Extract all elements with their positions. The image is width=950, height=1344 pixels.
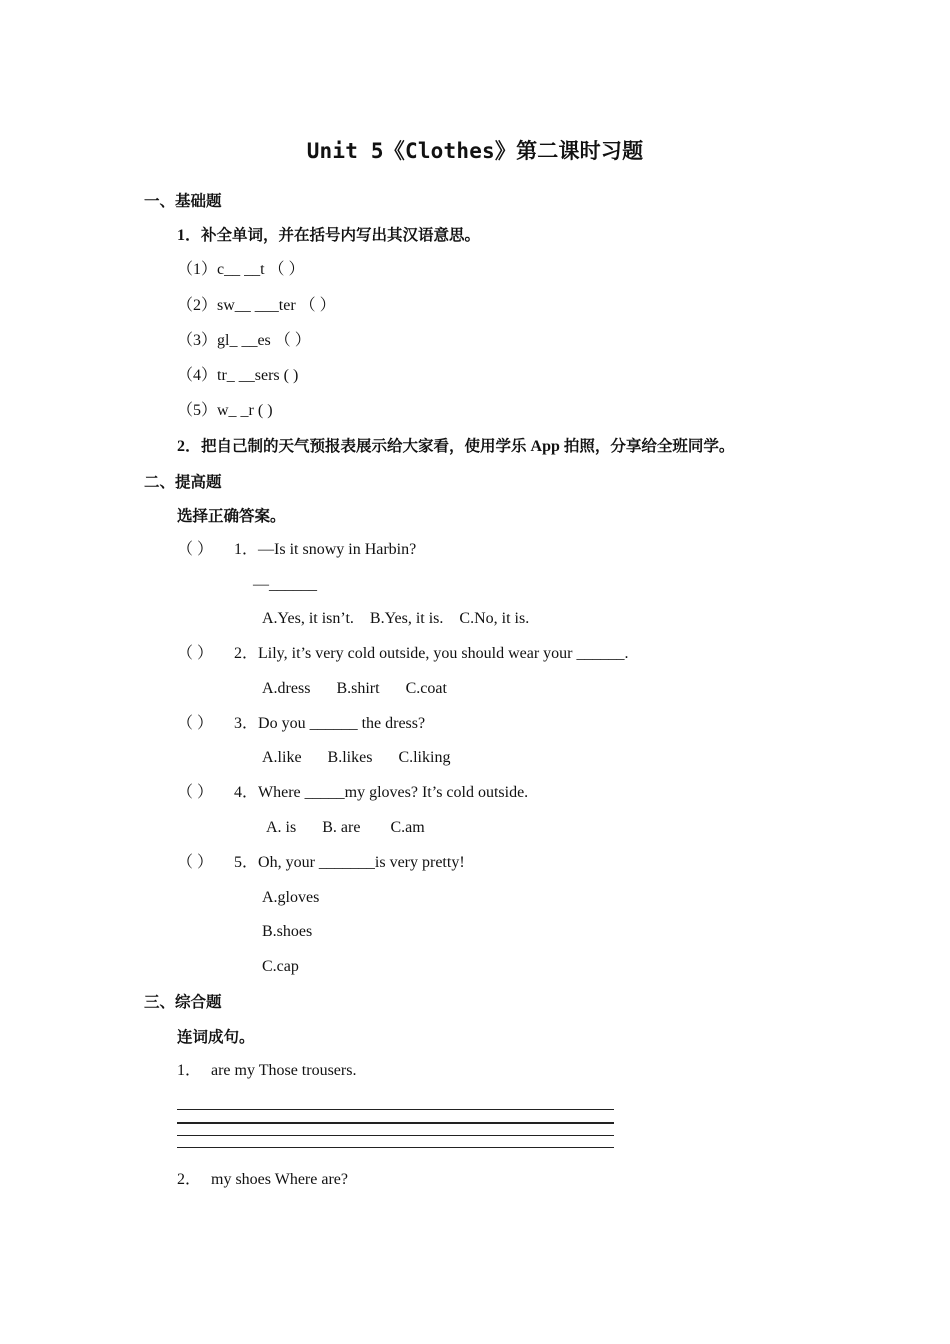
s2-q2-options — [262, 679, 447, 699]
option-b: B.likes — [327, 749, 373, 766]
option-c: C.coat — [405, 680, 447, 697]
option-a: A.like — [262, 749, 302, 766]
option-b: B.shirt — [336, 680, 380, 697]
s2-question-5 — [177, 853, 465, 873]
s3-item-2 — [177, 1170, 348, 1190]
s1-q2-text-a: 把自己制的天气预报表展示给大家看，使用学乐 — [201, 437, 527, 455]
option-b: B. are — [322, 819, 361, 836]
s1-q1-item-3: （3）gl_ __es （ ） — [177, 332, 311, 349]
question-text: Oh, your _______is very pretty! — [258, 854, 465, 871]
scrambled-words: my shoes Where are? — [211, 1171, 348, 1188]
option-c: C.liking — [398, 749, 451, 766]
s2-q5-option-c: C.cap — [262, 958, 299, 975]
question-number: 2． — [234, 645, 259, 662]
answer-bracket: （ ） — [177, 715, 214, 732]
s3-instruction: 连词成句。 — [177, 1028, 255, 1046]
page-title: Unit 5《Clothes》第二课时习题 — [306, 139, 644, 163]
question-number: 4． — [234, 784, 259, 801]
section2-heading: 二、提高题 — [144, 473, 222, 491]
answer-writing-line — [177, 1109, 614, 1110]
s1-q1-text: 补全单词，并在括号内写出其汉语意思。 — [201, 226, 481, 244]
s2-question-1 — [177, 540, 416, 560]
question-number: 3． — [234, 715, 259, 732]
option-b: B.Yes, it is. — [369, 610, 444, 627]
question-text: Lily, it’s very cold outside, you should wear your ______. — [258, 645, 629, 662]
s2-q5-option-b: B.shoes — [262, 923, 313, 940]
option-a: A.dress — [262, 680, 311, 697]
s1-q1-item-2: （2）sw__ ___ter （ ） — [177, 297, 336, 314]
s1-q1-num: 1． — [177, 227, 202, 244]
answer-bracket: （ ） — [177, 541, 214, 558]
answer-bracket: （ ） — [177, 645, 214, 662]
s1-q2-app: App — [530, 438, 560, 455]
answer-bracket: （ ） — [177, 854, 214, 871]
s1-q1-item-5: （5）w_ _r ( ) — [177, 402, 273, 419]
item-number: 2． — [177, 1171, 202, 1188]
option-c: C.am — [390, 819, 425, 836]
s3-item-1 — [177, 1061, 356, 1081]
section3-heading: 三、综合题 — [144, 993, 222, 1011]
scrambled-words: are my Those trousers. — [211, 1062, 357, 1079]
s1-q2-text-b: 拍照，分享给全班同学。 — [563, 437, 735, 455]
s2-instruction: 选择正确答案。 — [177, 507, 286, 525]
question-number: 5． — [234, 854, 259, 871]
answer-writing-line — [177, 1147, 614, 1148]
question-text: Where _____my gloves? It’s cold outside. — [258, 784, 529, 801]
question-number: 1． — [234, 541, 259, 558]
s1-q1-item-4: （4）tr_ __sers ( ) — [177, 367, 299, 384]
answer-writing-line — [177, 1135, 614, 1136]
s2-q1-options — [262, 609, 529, 629]
question-text: Do you ______ the dress? — [258, 715, 426, 732]
section1-heading: 一、基础题 — [144, 192, 222, 210]
s1-q1-item-1: （1）c__ __t （ ） — [177, 261, 305, 278]
s2-q3-options — [262, 748, 450, 768]
s1-q1-instruction — [177, 225, 480, 246]
question-text: —Is it snowy in Harbin? — [258, 541, 417, 558]
s2-q5-option-a: A.gloves — [262, 889, 320, 906]
option-a: A. is — [266, 819, 297, 836]
option-a: A.Yes, it isn’t. — [262, 610, 354, 627]
answer-bracket: （ ） — [177, 784, 214, 801]
option-c: C.No, it is. — [459, 610, 530, 627]
s2-question-2 — [177, 644, 628, 664]
s1-q2-num: 2． — [177, 438, 202, 455]
s2-question-3 — [177, 714, 425, 734]
s2-q4-options — [266, 818, 425, 838]
s1-q2 — [177, 436, 734, 457]
s2-question-4 — [177, 783, 528, 803]
answer-writing-line — [177, 1122, 614, 1124]
s2-q1-answer-line: —______ — [253, 576, 317, 593]
item-number: 1． — [177, 1062, 202, 1079]
